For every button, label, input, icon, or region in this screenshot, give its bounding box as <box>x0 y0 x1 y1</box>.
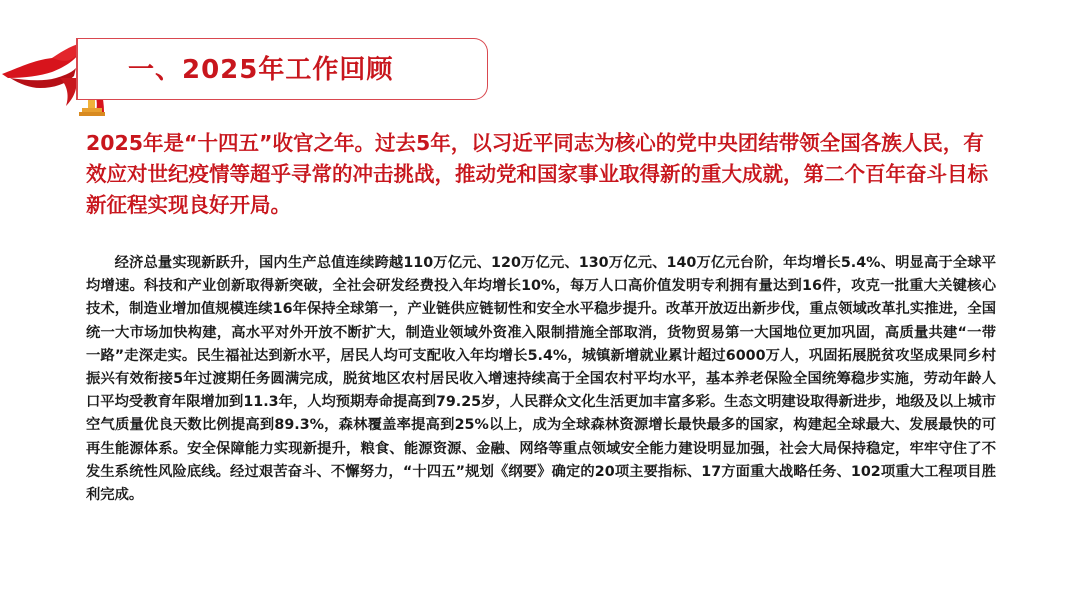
body-paragraph: 经济总量实现新跃升，国内生产总值连续跨越110万亿元、120万亿元、130万亿元、140万亿元台阶，年均增长5.4%、明显高于全球平均增速。科技和产业创新取得新突破，全社会研发经费投入年均增长10%，每万人口高价值发明专利拥有量达到16件，攻克一批重大关键核心技术，制造业增加值规模连续16年保持全球第一，产业链供应链韧性和安全水平稳步提升。改革开放迈出新步伐，重点领域改革扎实推进，全国统一大市场加快构建，高水平对外开放不断扩大，制造业领域外资准入限制措施全部取消，货物贸易第一大国地位更加巩固，高质量共建“一带一路”走深走实。民生福祉达到新水平，居民人均可支配收入年均增长5.4%，城镇新增就业累计超过6000万人，巩固拓展脱贫攻坚成果同乡村振兴有效衔接5年过渡期任务圆满完成，脱贫地区农村居民收入增速持续高于全国农村平均水平，基本养老保险全国统筹稳步实施，劳动年龄人口平均受教育年限增加到11.3年，人均预期寿命提高到79.25岁，人民群众文化生活更加丰富多彩。生态文明建设取得新进步，地级及以上城市空气质量优良天数比例提高到89.3%，森林覆盖率提高到25%以上，成为全球森林资源增长最快最多的国家，构建起全球最大、发展最快的可再生能源体系。安全保障能力实现新提升，粮食、能源资源、金融、网络等重点领域安全能力建设明显加强，社会大局保持稳定，牢牢守住了不发生系统性风险底线。经过艰苦奋斗、不懈努力，“十四五”规划《纲要》确定的20项主要指标、17方面重大战略任务、102项重大工程项目胜利完成。 <box>86 255 996 504</box>
page-title: 一、2025年工作回顾 <box>128 55 394 85</box>
lead-paragraph: 2025年是“十四五”收官之年。过去5年，以习近平同志为核心的党中央团结带领全国各族人民，有效应对世纪疫情等超乎寻常的冲击挑战，推动党和国家事业取得新的重大成就，第二个百年奋斗目标新征程实现良好开局。 <box>86 131 988 217</box>
